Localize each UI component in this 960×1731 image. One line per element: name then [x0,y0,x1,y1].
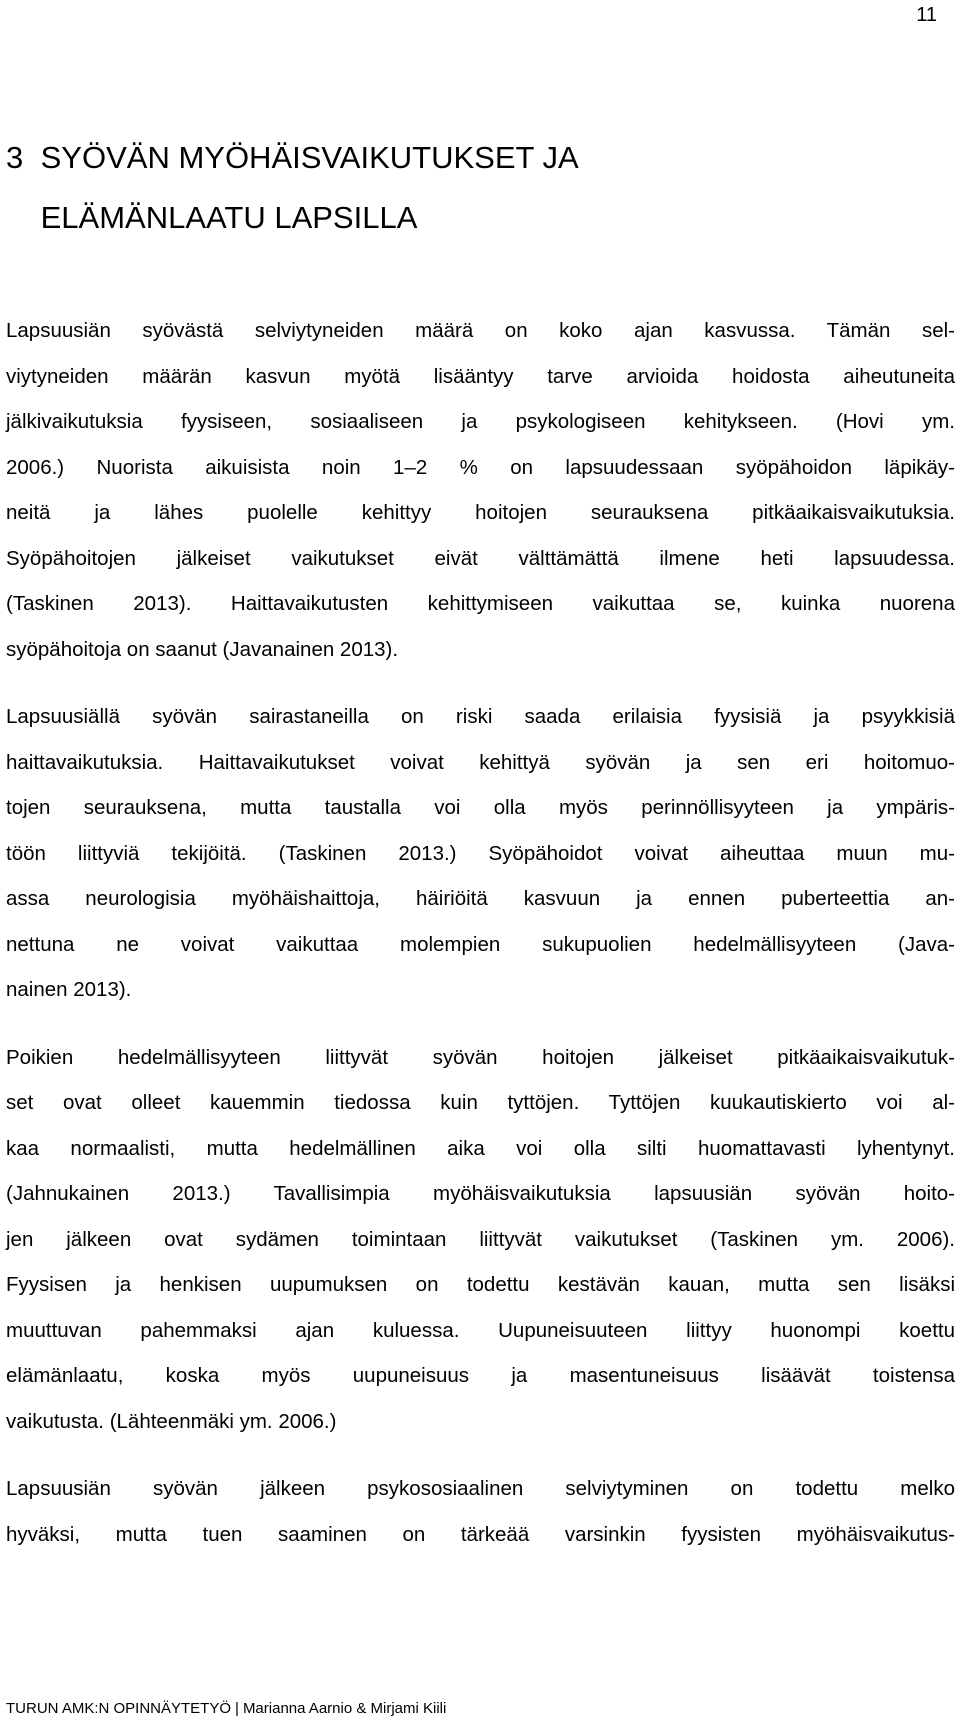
text-line: haittavaikutuksia. Haittavaikutukset voivat kehittyä syövän ja sen eri hoitomuo- [6,750,955,774]
text-line: set ovat olleet kauemmin tiedossa kuin tyttöjen. Tyttöjen kuukautiskierto voi al- [6,1091,955,1114]
text-line: nettuna ne voivat vaikuttaa molempien sukupuolien hedelmällisyyteen (Java- [6,932,955,956]
paragraph-1 [6,308,955,672]
chapter-title-line-1: SYÖVÄN MYÖHÄISVAIKUTUKSET JA [40,140,579,175]
text-line: Fyysisen ja henkisen uupumuksen on todettu kestävän kauan, mutta sen lisäksi [6,1273,955,1296]
text-line: jen jälkeen ovat sydämen toimintaan liittyvät vaikutukset (Taskinen ym. 2006). [6,1227,955,1251]
text-line: syöpähoitoja on saanut (Javanainen 2013). [6,637,399,661]
footer-authors: Marianna Aarnio & Mirjami Kiili [242,1700,447,1717]
text-line: Poikien hedelmällisyyteen liittyvät syövän hoitojen jälkeiset pitkäaikaisvaikutuk- [6,1045,955,1069]
text-line: nainen 2013). [6,978,132,1001]
text-line: viytyneiden määrän kasvun myötä lisääntyy tarve arvioida hoidosta aiheutuneita [6,364,955,388]
body-text [6,308,955,1579]
text-line: jälkivaikutuksia fyysiseen, sosiaaliseen ja psykologiseen kehitykseen. (Hovi ym. [6,410,955,433]
text-line: vaikutusta. (Lähteenmäki ym. 2006.) [6,1409,337,1433]
chapter-number: 3 [6,140,24,175]
paragraph-2 [6,694,955,1013]
text-line: tojen seurauksena, mutta taustalla voi olla myös perinnöllisyyteen ja ympäris- [6,796,955,819]
text-line: assa neurologisia myöhäishaittoja, häiriöitä kasvuun ja ennen puberteettia an- [6,887,955,910]
text-line: 2006.) Nuorista aikuisista noin 1–2 % on lapsuudessaan syöpähoidon läpikäy- [6,455,955,479]
text-line: töön liittyviä tekijöitä. (Taskinen 2013.) Syöpähoidot voivat aiheuttaa muun mu- [6,841,955,865]
text-line: Lapsuusiällä syövän sairastaneilla on riski saada erilaisia fyysisiä ja psyykkisiä [6,705,955,728]
page-footer [6,1700,446,1718]
text-line: hyväksi, mutta tuen saaminen on tärkeää varsinkin fyysisten myöhäisvaikutus- [6,1522,955,1546]
page-number: 11 [916,4,937,26]
text-line: Lapsuusiän syövän jälkeen psykososiaalinen selviytyminen on todettu melko [6,1477,955,1500]
text-line: Syöpähoitojen jälkeiset vaikutukset eivät välttämättä ilmene heti lapsuudessa. [6,546,955,570]
text-line: muuttuvan pahemmaksi ajan kuluessa. Uupuneisuuteen liittyy huonompi koettu [6,1318,955,1342]
footer-separator: | [235,1700,239,1717]
text-line: (Jahnukainen 2013.) Tavallisimpia myöhäisvaikutuksia lapsuusiän syövän hoito- [6,1182,955,1205]
footer-institution: TURUN AMK:N OPINNÄYTETYÖ [6,1700,232,1717]
text-line: (Taskinen 2013). Haittavaikutusten kehittymiseen vaikuttaa se, kuinka nuorena [6,592,955,615]
text-line: Lapsuusiän syövästä selviytyneiden määrä on koko ajan kasvussa. Tämän sel- [6,319,955,342]
paragraph-4 [6,1466,955,1557]
chapter-title-line-2: ELÄMÄNLAATU LAPSILLA [40,200,418,235]
text-line: kaa normaalisti, mutta hedelmällinen aika voi olla silti huomattavasti lyhentynyt. [6,1136,955,1160]
chapter-heading [6,128,906,248]
paragraph-3 [6,1035,955,1445]
text-line: neitä ja lähes puolelle kehittyy hoitojen seurauksena pitkäaikaisvaikutuksia. [6,501,955,524]
text-line: elämänlaatu, koska myös uupuneisuus ja masentuneisuus lisäävät toistensa [6,1364,955,1387]
